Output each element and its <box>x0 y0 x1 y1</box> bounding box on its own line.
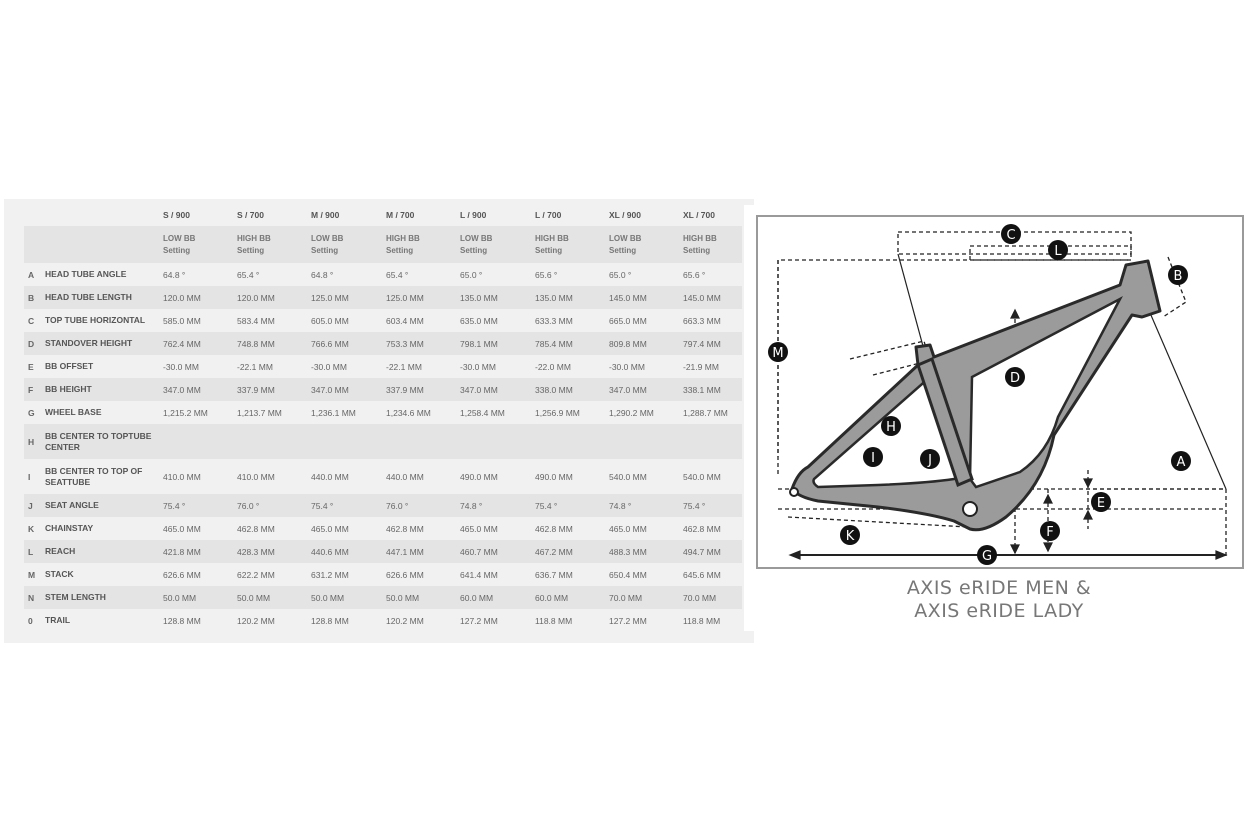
table-cell: 120.0 MM <box>234 286 308 309</box>
row-letter: E <box>28 361 34 372</box>
row-label: HEAD TUBE ANGLE <box>45 269 127 279</box>
table-cell: 1,234.6 MM <box>386 407 431 418</box>
size-header: M / 700 <box>386 210 415 220</box>
setting-type: LOW BB <box>163 233 196 243</box>
row-letter: A <box>28 269 35 280</box>
row-letter: K <box>28 523 35 534</box>
dimension-marker-label-a: A <box>1176 455 1186 470</box>
table-cell: 65.4 ° <box>237 269 260 280</box>
blank-cell <box>736 563 742 586</box>
setting-header <box>457 226 532 263</box>
table-cell: 64.8 ° <box>311 269 334 280</box>
blank-cell <box>736 263 742 286</box>
dimension-marker-label-b: B <box>1173 269 1183 284</box>
table-cell: 798.1 MM <box>457 332 532 355</box>
table-cell: 766.6 MM <box>308 332 383 355</box>
blank-cell <box>736 204 742 226</box>
table-row <box>24 355 742 378</box>
table-cell: -22.1 MM <box>386 361 422 372</box>
table-cell: 338.1 MM <box>680 378 736 401</box>
table-row <box>24 494 742 517</box>
table-cell <box>532 424 606 459</box>
table-cell <box>457 424 532 459</box>
row-letter: M <box>28 569 36 580</box>
table-cell: 540.0 MM <box>609 471 647 482</box>
blank-cell <box>736 609 742 632</box>
table-cell: 1,290.2 MM <box>609 407 654 418</box>
row-label: TRAIL <box>45 615 71 625</box>
setting-word: Setting <box>535 245 563 255</box>
table-cell: 753.3 MM <box>383 332 457 355</box>
table-cell: 135.0 MM <box>457 286 532 309</box>
table-row <box>24 459 742 494</box>
dimension-marker-label-l: L <box>1054 244 1062 259</box>
row-label: REACH <box>42 540 160 563</box>
table-cell: -30.0 MM <box>460 361 496 372</box>
table-cell: 60.0 MM <box>457 586 532 609</box>
table-cell: 1,288.7 MM <box>683 407 728 418</box>
geometry-table-panel <box>4 199 754 643</box>
table-cell: 622.2 MM <box>237 569 275 580</box>
setting-word: Setting <box>386 245 414 255</box>
row-letter: C <box>28 315 35 326</box>
setting-type: HIGH BB <box>535 233 569 243</box>
setting-header <box>234 226 308 263</box>
table-cell: 120.0 MM <box>160 286 234 309</box>
model-title-line-1: AXIS eRIDE MEN & <box>906 577 1092 599</box>
table-cell: 809.8 MM <box>606 332 680 355</box>
table-cell: 633.3 MM <box>535 315 573 326</box>
arrow-d-top <box>1011 310 1019 318</box>
table-cell: 650.4 MM <box>609 569 647 580</box>
row-label: CHAINSTAY <box>45 523 94 533</box>
dimension-marker-label-e: E <box>1096 496 1106 511</box>
table-cell: 75.4 ° <box>160 494 234 517</box>
size-header: S / 900 <box>163 210 190 220</box>
size-header: XL / 700 <box>683 210 715 220</box>
table-cell: 462.8 MM <box>386 523 424 534</box>
size-header: M / 900 <box>311 210 340 220</box>
size-header: L / 700 <box>535 210 562 220</box>
table-cell: 1,236.1 MM <box>311 407 356 418</box>
blank-cell <box>736 226 742 263</box>
table-cell <box>308 424 383 459</box>
table-cell: 635.0 MM <box>460 315 498 326</box>
row-letter: L <box>24 540 42 563</box>
table-cell: 540.0 MM <box>683 471 721 482</box>
setting-type: LOW BB <box>609 233 642 243</box>
table-cell: 75.4 ° <box>680 494 736 517</box>
row-label: BB OFFSET <box>45 361 94 371</box>
table-cell: 460.7 MM <box>457 540 532 563</box>
table-cell: 494.7 MM <box>680 540 736 563</box>
table-cell: 440.0 MM <box>386 471 424 482</box>
row-label: HEAD TUBE LENGTH <box>42 286 160 309</box>
table-cell: 490.0 MM <box>535 471 573 482</box>
geometry-diagram-panel <box>744 205 1254 631</box>
table-cell: 631.2 MM <box>311 569 349 580</box>
table-cell: 1,213.7 MM <box>237 407 282 418</box>
setting-word: Setting <box>609 245 637 255</box>
blank-cell <box>42 226 160 263</box>
table-cell: 50.0 MM <box>383 586 457 609</box>
blank-cell <box>736 424 742 459</box>
blank-cell <box>736 540 742 563</box>
table-cell: 1,256.9 MM <box>535 407 580 418</box>
table-cell: 70.0 MM <box>606 586 680 609</box>
table-row <box>24 517 742 540</box>
table-cell: 75.4 ° <box>532 494 606 517</box>
row-label: TOP TUBE HORIZONTAL <box>45 315 146 325</box>
setting-header-row <box>24 226 742 263</box>
table-row <box>24 309 742 332</box>
table-cell: 626.6 MM <box>386 569 424 580</box>
row-label: BB CENTER TO TOPTUBE CENTER <box>42 424 160 459</box>
table-cell: 421.8 MM <box>160 540 234 563</box>
table-cell: 118.8 MM <box>535 615 573 626</box>
table-cell <box>160 424 234 459</box>
size-header-row <box>24 204 742 226</box>
dimension-marker-label-m: M <box>772 346 784 361</box>
size-header: L / 900 <box>460 210 487 220</box>
table-cell: 145.0 MM <box>606 286 680 309</box>
table-cell: 583.4 MM <box>237 315 275 326</box>
setting-header <box>160 226 234 263</box>
row-letter: J <box>24 494 42 517</box>
row-label: STACK <box>45 569 74 579</box>
table-cell: 605.0 MM <box>311 315 349 326</box>
table-cell: 447.1 MM <box>383 540 457 563</box>
table-cell: 65.0 ° <box>609 269 632 280</box>
table-cell <box>680 424 736 459</box>
table-cell: 465.0 MM <box>311 523 349 534</box>
blank-cell <box>736 286 742 309</box>
table-cell: 347.0 MM <box>308 378 383 401</box>
setting-header <box>383 226 457 263</box>
row-label: STEM LENGTH <box>42 586 160 609</box>
dimension-marker-label-h: H <box>886 420 896 435</box>
table-cell: 65.6 ° <box>535 269 558 280</box>
arrow-d-bottom <box>1011 545 1019 553</box>
row-label: SEAT ANGLE <box>42 494 160 517</box>
row-label: BB HEIGHT <box>42 378 160 401</box>
arrow-f-top <box>1044 495 1052 503</box>
dimension-marker-label-d: D <box>1009 371 1021 386</box>
setting-word: Setting <box>460 245 488 255</box>
table-cell: 603.4 MM <box>386 315 424 326</box>
table-cell: 465.0 MM <box>460 523 498 534</box>
table-cell: 1,258.4 MM <box>460 407 505 418</box>
table-cell: 135.0 MM <box>532 286 606 309</box>
row-label: STANDOVER HEIGHT <box>42 332 160 355</box>
table-row <box>24 609 742 632</box>
table-cell <box>606 424 680 459</box>
table-cell: 337.9 MM <box>383 378 457 401</box>
table-cell: 120.2 MM <box>237 615 275 626</box>
table-cell: 65.0 ° <box>460 269 483 280</box>
table-cell: -30.0 MM <box>609 361 645 372</box>
blank-cell <box>736 459 742 494</box>
row-label: WHEEL BASE <box>45 407 102 417</box>
table-row <box>24 401 742 424</box>
table-cell: 120.2 MM <box>386 615 424 626</box>
table-cell: 440.0 MM <box>311 471 349 482</box>
row-letter: F <box>24 378 42 401</box>
blank-cell <box>736 355 742 378</box>
blank-cell <box>736 309 742 332</box>
setting-header <box>308 226 383 263</box>
model-title-line-2: AXIS eRIDE LADY <box>914 600 1084 622</box>
table-row <box>24 332 742 355</box>
table-cell: 347.0 MM <box>606 378 680 401</box>
table-cell: 125.0 MM <box>308 286 383 309</box>
dimension-marker-label-c: C <box>1006 228 1016 243</box>
row-letter: N <box>24 586 42 609</box>
table-cell: 488.3 MM <box>606 540 680 563</box>
table-cell: 128.8 MM <box>163 615 201 626</box>
row-letter: B <box>24 286 42 309</box>
table-cell: 663.3 MM <box>683 315 721 326</box>
table-cell: 74.8 ° <box>457 494 532 517</box>
row-letter: D <box>24 332 42 355</box>
setting-type: LOW BB <box>311 233 344 243</box>
blank-cell <box>736 517 742 540</box>
table-cell: 462.8 MM <box>237 523 275 534</box>
table-cell: -22.0 MM <box>535 361 571 372</box>
table-cell: 410.0 MM <box>163 471 201 482</box>
table-cell: 60.0 MM <box>532 586 606 609</box>
table-cell: -30.0 MM <box>311 361 347 372</box>
table-cell: 125.0 MM <box>383 286 457 309</box>
table-cell: 127.2 MM <box>609 615 647 626</box>
blank-cell <box>736 586 742 609</box>
table-cell: 128.8 MM <box>311 615 349 626</box>
table-cell: 1,215.2 MM <box>163 407 208 418</box>
bike-frame-svg <box>758 217 1242 567</box>
blank-cell <box>736 378 742 401</box>
table-cell: 797.4 MM <box>680 332 736 355</box>
arrow-e-down <box>1084 479 1092 487</box>
table-row <box>24 586 742 609</box>
table-cell: 338.0 MM <box>532 378 606 401</box>
blank-cell <box>736 401 742 424</box>
table-cell: -30.0 MM <box>163 361 199 372</box>
dimension-marker-label-j: J <box>928 453 932 468</box>
table-row <box>24 563 742 586</box>
table-cell: 585.0 MM <box>163 315 201 326</box>
blank-cell <box>736 332 742 355</box>
table-cell: 462.8 MM <box>535 523 573 534</box>
table-row <box>24 378 742 401</box>
table-cell: 50.0 MM <box>234 586 308 609</box>
blank-cell <box>42 204 160 226</box>
row-letter: G <box>28 407 35 418</box>
size-header: XL / 900 <box>609 210 641 220</box>
setting-type: HIGH BB <box>683 233 717 243</box>
arrow-f-bottom <box>1044 543 1052 551</box>
table-cell: 645.6 MM <box>683 569 721 580</box>
table-cell: 748.8 MM <box>234 332 308 355</box>
setting-word: Setting <box>163 245 191 255</box>
table-cell: 626.6 MM <box>163 569 201 580</box>
table-cell: 665.0 MM <box>609 315 647 326</box>
dimension-marker-label-g: G <box>981 549 993 564</box>
setting-word: Setting <box>683 245 711 255</box>
setting-header <box>532 226 606 263</box>
row-label: BB CENTER TO TOP OF SEATTUBE <box>45 465 143 487</box>
table-cell: 641.4 MM <box>460 569 498 580</box>
table-cell: 70.0 MM <box>680 586 736 609</box>
setting-header <box>680 226 736 263</box>
table-cell: 410.0 MM <box>237 471 275 482</box>
table-cell: 465.0 MM <box>609 523 647 534</box>
arrow-right <box>1216 551 1226 559</box>
setting-type: HIGH BB <box>386 233 420 243</box>
size-header: S / 700 <box>237 210 264 220</box>
table-cell: 347.0 MM <box>160 378 234 401</box>
table-cell: 65.4 ° <box>386 269 409 280</box>
table-cell: 76.0 ° <box>383 494 457 517</box>
table-cell: 127.2 MM <box>460 615 498 626</box>
table-cell: 465.0 MM <box>163 523 201 534</box>
dimension-marker-label-k: K <box>845 529 855 544</box>
table-cell: 76.0 ° <box>234 494 308 517</box>
rear-axle-circle <box>790 488 798 496</box>
table-cell: 636.7 MM <box>535 569 573 580</box>
row-letter: I <box>28 471 31 482</box>
table-cell <box>234 424 308 459</box>
table-cell: 440.6 MM <box>308 540 383 563</box>
table-cell: -21.9 MM <box>683 361 719 372</box>
table-row <box>24 424 742 459</box>
bb-circle <box>963 502 977 516</box>
table-cell: 145.0 MM <box>680 286 736 309</box>
dimension-marker-label-i: I <box>871 451 875 466</box>
blank-cell <box>736 494 742 517</box>
table-cell: 50.0 MM <box>160 586 234 609</box>
row-letter: 0 <box>28 615 33 626</box>
dimension-marker-label-f: F <box>1046 525 1054 540</box>
table-cell: 74.8 ° <box>606 494 680 517</box>
setting-word: Setting <box>237 245 265 255</box>
table-row <box>24 540 742 563</box>
blank-cell <box>24 204 42 226</box>
setting-header <box>606 226 680 263</box>
table-cell <box>383 424 457 459</box>
table-cell: 762.4 MM <box>160 332 234 355</box>
table-cell: 428.3 MM <box>234 540 308 563</box>
setting-type: HIGH BB <box>237 233 271 243</box>
table-cell: 75.4 ° <box>308 494 383 517</box>
frame-diagram <box>756 215 1244 569</box>
table-cell: 462.8 MM <box>683 523 721 534</box>
table-cell: 347.0 MM <box>457 378 532 401</box>
setting-type: LOW BB <box>460 233 493 243</box>
table-cell: 64.8 ° <box>163 269 186 280</box>
table-cell: 490.0 MM <box>460 471 498 482</box>
table-cell: 337.9 MM <box>234 378 308 401</box>
table-row <box>24 263 742 286</box>
arrow-e-up <box>1084 511 1092 519</box>
table-row <box>24 286 742 309</box>
geometry-table <box>24 204 742 632</box>
table-cell: 467.2 MM <box>532 540 606 563</box>
table-cell: 118.8 MM <box>683 615 721 626</box>
arrow-left <box>790 551 800 559</box>
table-cell: -22.1 MM <box>237 361 273 372</box>
table-cell: 50.0 MM <box>308 586 383 609</box>
table-cell: 785.4 MM <box>532 332 606 355</box>
table-cell: 65.6 ° <box>683 269 706 280</box>
setting-word: Setting <box>311 245 339 255</box>
blank-cell <box>24 226 42 263</box>
row-letter: H <box>24 424 42 459</box>
